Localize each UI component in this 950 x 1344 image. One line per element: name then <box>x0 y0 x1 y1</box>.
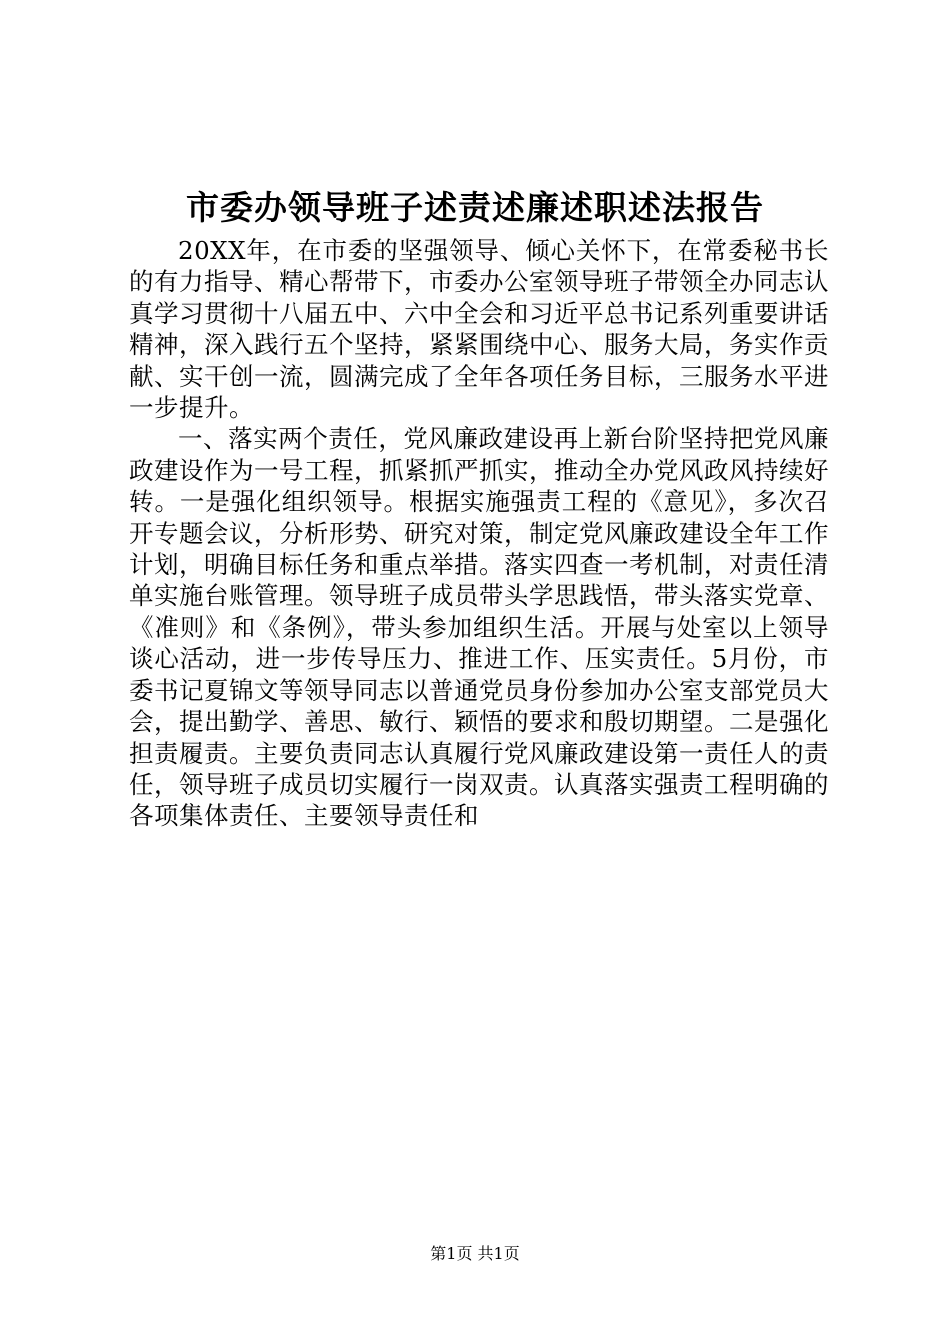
paragraph-intro: 20XX年，在市委的坚强领导、倾心关怀下，在常委秘书长的有力指导、精心帮带下，市委办公室领导班子带领全办同志认真学习贯彻十八届五中、六中全会和习近平总书记系列重要讲话精神，深入践行五个坚持，紧紧围绕中心、服务大局，务实作贡献、实干创一流，圆满完成了全年各项任务目标，三服务水平进一步提升。 <box>129 236 829 423</box>
page-footer: 第1页 共1页 <box>430 1244 520 1263</box>
document-title: 市委办领导班子述责述廉述职述法报告 <box>186 188 764 227</box>
document-body <box>129 235 829 832</box>
paragraph-section-one: 一、落实两个责任，党风廉政建设再上新台阶坚持把党风廉政建设作为一号工程，抓紧抓严抓实，推动全办党风政风持续好转。一是强化组织领导。根据实施强责工程的《意见》，多次召开专题会议，分析形势、研究对策，制定党风廉政建设全年工作计划，明确目标任务和重点举措。落实四查一考机制，对责任清单实施台账管理。领导班子成员带头学思践悟，带头落实党章、《准则》和《条例》，带头参加组织生活。开展与处室以上领导谈心活动，进一步传导压力、推进工作、压实责任。5月份，市委书记夏锦文等领导同志以普通党员身份参加办公室支部党员大会，提出勤学、善思、敏行、颖悟的要求和殷切期望。二是强化担责履责。主要负责同志认真履行党风廉政建设第一责任人的责任，领导班子成员切实履行一岗双责。认真落实强责工程明确的各项集体责任、主要领导责任和 <box>129 424 829 831</box>
